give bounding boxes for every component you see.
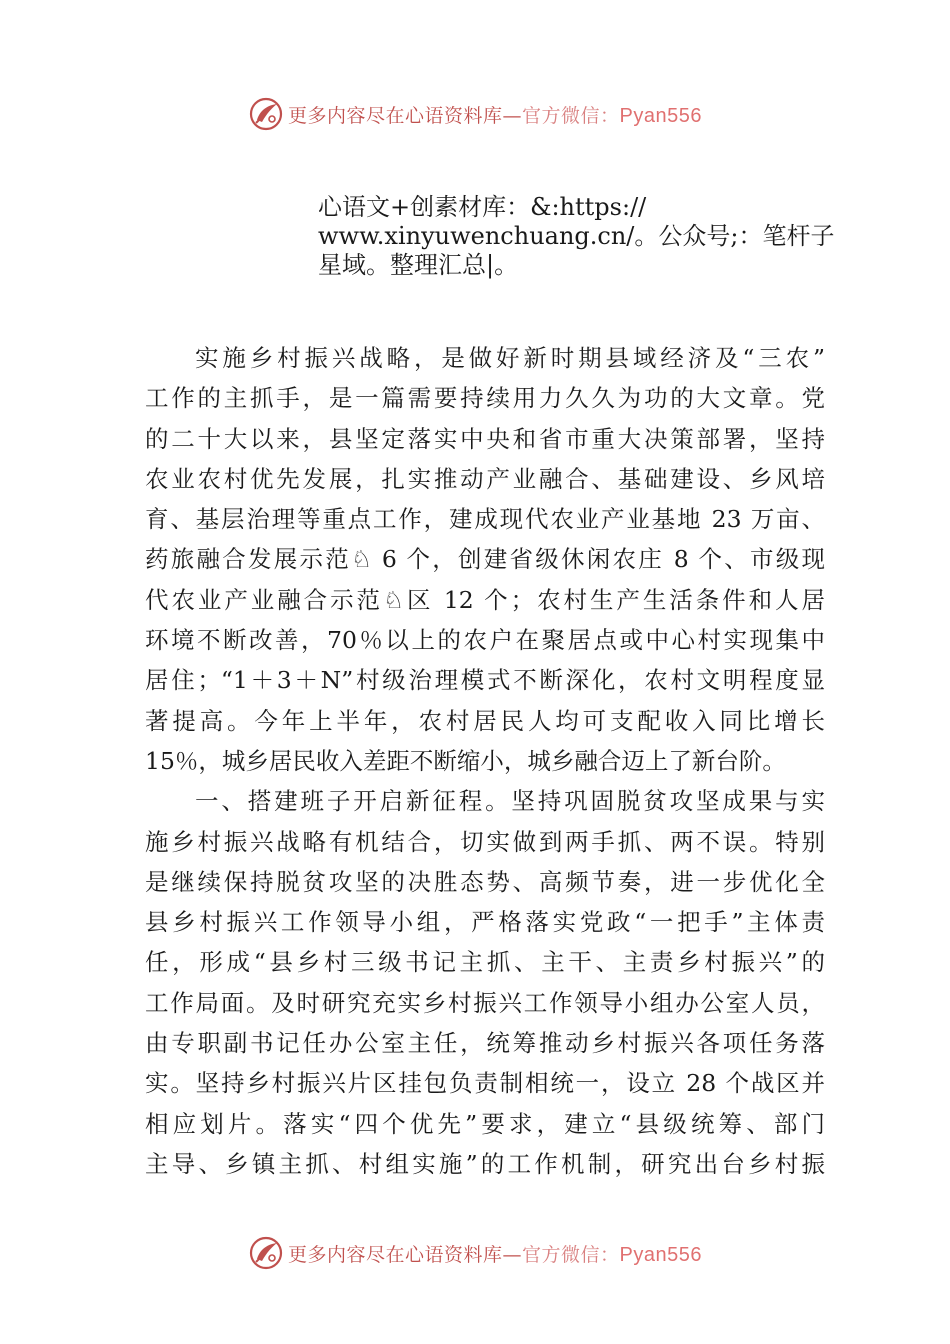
body-line: 实。坚持乡村振兴片区挂包负责制相统一，设立 28 个战区并 bbox=[145, 1069, 825, 1098]
body-line: 环境不断改善，70％以上的农户在聚居点或中心村实现集中 bbox=[145, 626, 825, 655]
body-line: 县乡村振兴工作领导小组，严格落实党政“一把手”主体责 bbox=[145, 908, 825, 937]
body-line: 的二十大以来，县坚定落实中央和省市重大决策部署，坚持 bbox=[145, 424, 825, 453]
body-line: 是继续保持脱贫攻坚的决胜态势、高频节奏，进一步优化全 bbox=[145, 867, 825, 896]
banner-text bbox=[288, 1240, 702, 1267]
body-line: 育、基层治理等重点工作，建成现代农业产业基地 23 万亩、 bbox=[145, 505, 825, 534]
source-note-line: www.xinyuwenchuang.cn/。公众号;：笔杆子 bbox=[318, 222, 835, 250]
source-note-line: 心语文+创素材库：&:https:// bbox=[318, 193, 647, 221]
logo-icon bbox=[248, 96, 284, 132]
body-line: 著提高。今年上半年，农村居民人均可支配收入同比增长 bbox=[145, 706, 825, 735]
header-watermark-banner bbox=[0, 92, 950, 136]
body-line: 由专职副书记任办公室主任，统筹推动乡村振兴各项任务落 bbox=[145, 1029, 825, 1058]
banner-slogan: 更多内容尽在心语资料库 bbox=[288, 104, 503, 127]
banner-wechat-label: 官方微信： bbox=[522, 104, 620, 127]
body-line: 工作局面。及时研究充实乡村振兴工作领导小组办公室人员， bbox=[145, 988, 825, 1017]
banner-text bbox=[288, 101, 702, 128]
body-line: 实施乡村振兴战略，是做好新时期县域经济及“三农” bbox=[195, 344, 825, 372]
body-line: 居住；“1＋3＋N”村级治理模式不断深化，农村文明程度显 bbox=[145, 666, 825, 695]
source-note bbox=[318, 193, 835, 280]
body-line: 任，形成“县乡村三级书记主抓、主干、主责乡村振兴”的 bbox=[145, 948, 825, 977]
banner-wechat-label: 官方微信： bbox=[522, 1243, 620, 1266]
banner-wechat-id: Pyan556 bbox=[619, 1243, 702, 1266]
body-line: 代农业产业融合示范♘区 12 个；农村生产生活条件和人居 bbox=[145, 585, 825, 614]
body-line: 相应划片。落实“四个优先”要求，建立“县级统筹、部门 bbox=[145, 1109, 825, 1138]
body-line: 工作的主抓手，是一篇需要持续用力久久为功的大文章。党 bbox=[145, 384, 825, 413]
body-line: 一、搭建班子开启新征程。坚持巩固脱贫攻坚成果与实 bbox=[195, 787, 825, 816]
body-line: 15％，城乡居民收入差距不断缩小，城乡融合迈上了新台阶。 bbox=[145, 746, 786, 775]
document-body bbox=[145, 338, 825, 1184]
source-note-line: 星域。整理汇总|。 bbox=[318, 251, 519, 279]
banner-wechat-id: Pyan556 bbox=[619, 104, 702, 127]
body-line: 农业农村优先发展，扎实推动产业融合、基础建设、乡风培 bbox=[145, 464, 825, 493]
logo-icon bbox=[248, 1235, 284, 1271]
body-line: 施乡村振兴战略有机结合，切实做到两手抓、两不误。特别 bbox=[145, 827, 825, 856]
body-line: 药旅融合发展示范♘ 6 个，创建省级休闲农庄 8 个、市级现 bbox=[145, 545, 825, 574]
banner-separator: — bbox=[502, 104, 523, 127]
footer-watermark-banner bbox=[0, 1231, 950, 1275]
body-line: 主导、乡镇主抓、村组实施”的工作机制，研究出台乡村振 bbox=[145, 1149, 825, 1178]
banner-slogan: 更多内容尽在心语资料库 bbox=[288, 1243, 503, 1266]
banner-separator: — bbox=[502, 1243, 523, 1266]
